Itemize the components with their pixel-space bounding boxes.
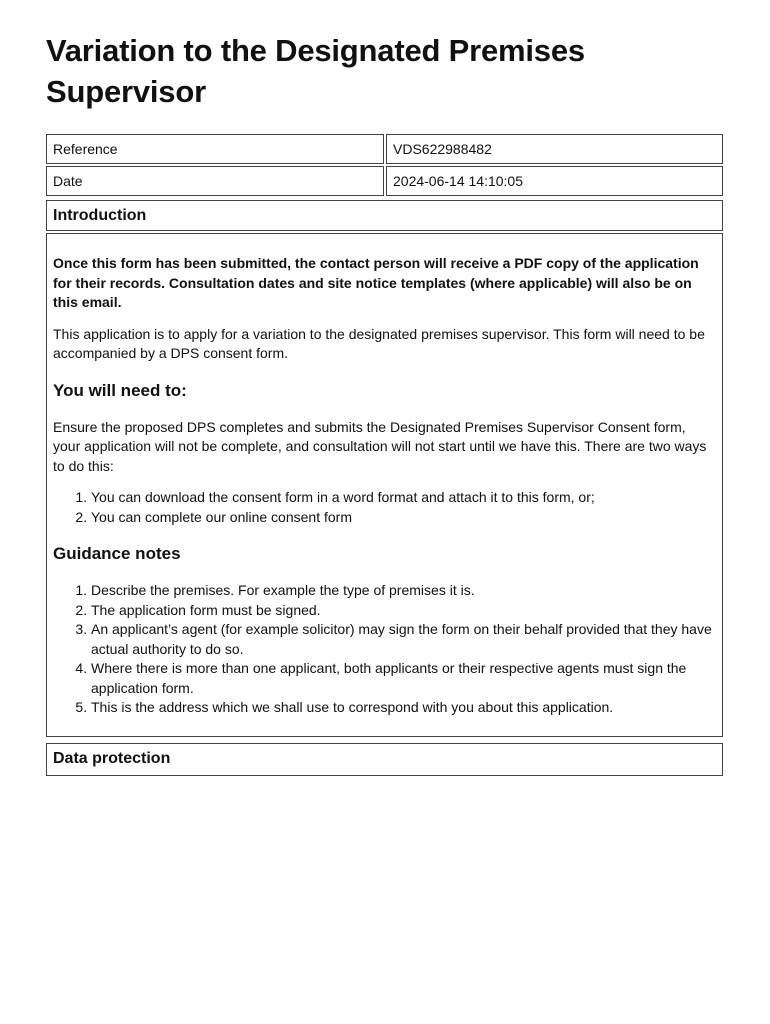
data-protection-heading: Data protection [46, 743, 723, 776]
reference-label: Reference [46, 134, 384, 164]
list-item: 2. You can complete our online consent form [91, 508, 716, 528]
date-row [46, 166, 723, 196]
list-item: 2. The application form must be signed. [91, 601, 716, 621]
reference-table [46, 132, 723, 198]
list-item: 4. Where there is more than one applicant, both applicants or their respective agents must sign the application form. [91, 659, 716, 698]
consent-ways-list [53, 488, 716, 527]
list-item: 1. Describe the premises. For example the type of premises it is. [91, 581, 716, 601]
list-item: 1. You can download the consent form in a word format and attach it to this form, or; [91, 488, 716, 508]
guidance-notes-list [53, 581, 716, 718]
introduction-heading: Introduction [46, 200, 723, 231]
application-purpose: This application is to apply for a variation to the designated premises supervisor. This form will need to be accompanied by a DPS consent form. [53, 325, 705, 361]
date-label: Date [46, 166, 384, 196]
reference-value: VDS622988482 [386, 134, 723, 164]
document-page [46, 30, 723, 776]
list-item: 5. This is the address which we shall use to correspond with you about this application. [91, 698, 716, 718]
you-will-need-heading: You will need to: [53, 380, 187, 400]
date-value: 2024-06-14 14:10:05 [386, 166, 723, 196]
introduction-body [46, 233, 723, 737]
reference-row [46, 134, 723, 164]
guidance-notes-heading: Guidance notes [53, 544, 181, 563]
submission-notice: Once this form has been submitted, the contact person will receive a PDF copy of the application for their records. Consultation dates and site notice templates (where applicable) will also be on this email. [53, 255, 699, 310]
you-will-need-text: Ensure the proposed DPS completes and submits the Designated Premises Supervisor Consent form, your application will not be complete, and consultation will not start until we have this. There are two ways to do this: [53, 418, 707, 474]
page-title: Variation to the Designated Premises Supervisor [46, 33, 585, 109]
list-item: 3. An applicant’s agent (for example solicitor) may sign the form on their behalf provided that they have actual authority to do so. [91, 620, 716, 659]
